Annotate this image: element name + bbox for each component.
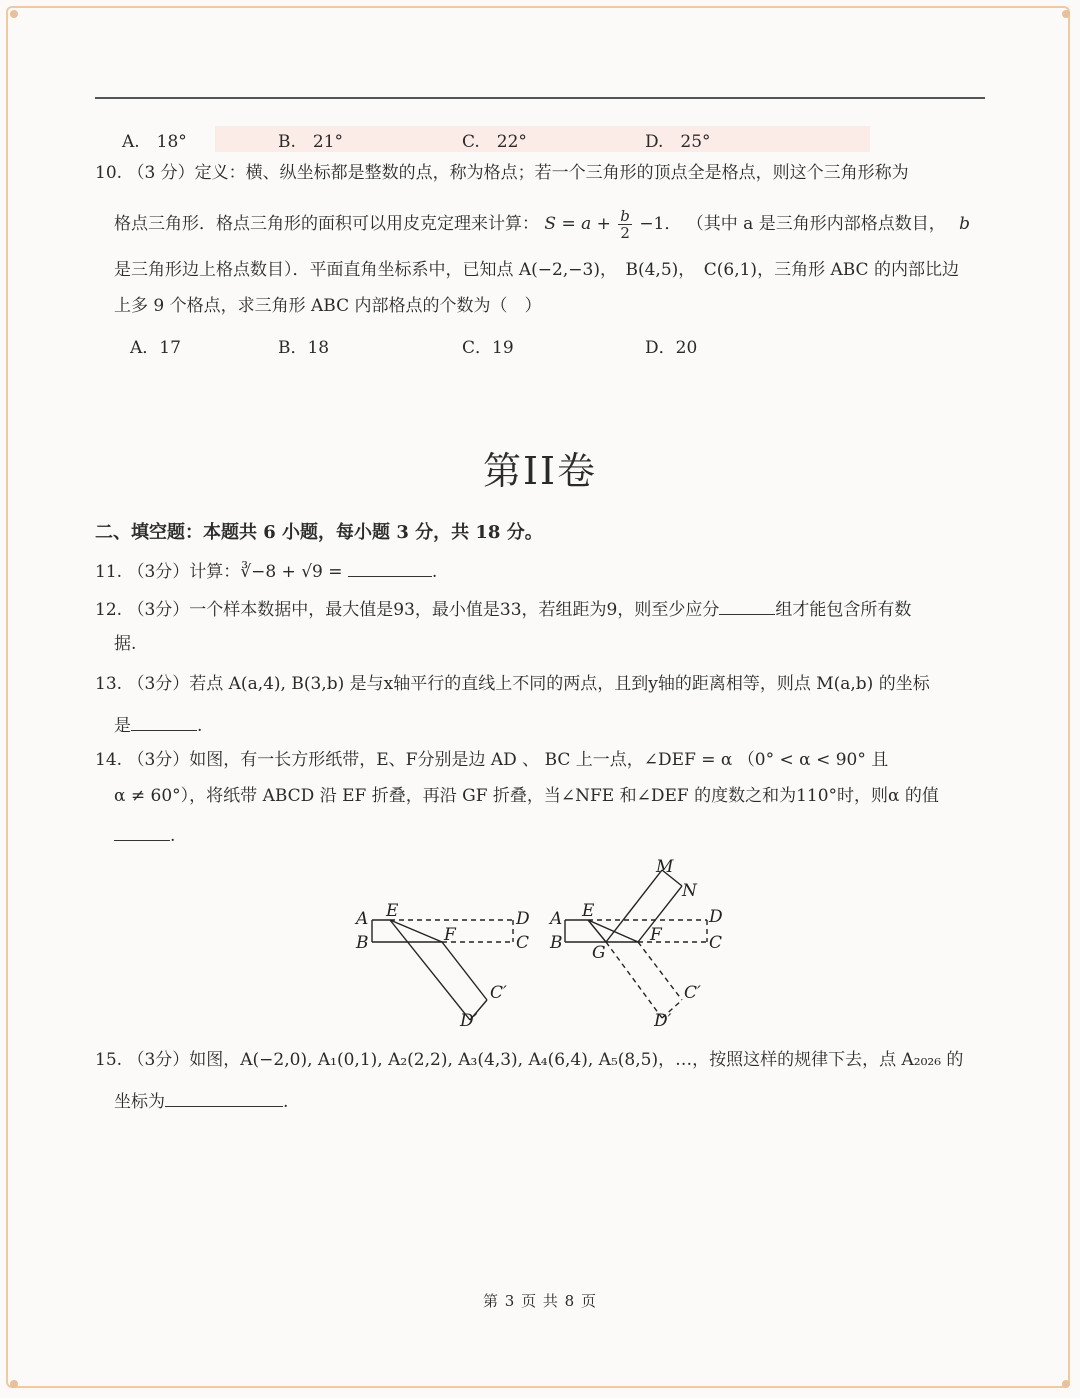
q10-option-c: C．19: [462, 338, 514, 358]
formula-s: S = a +: [544, 214, 611, 234]
q12-text-b: 组才能包含所有数: [775, 600, 912, 620]
q11: [95, 558, 437, 584]
fig2-label-f: F: [650, 925, 662, 945]
q13-line1: 13. （3分）若点 A(a,4), B(3,b) 是与x轴平行的直线上不同的两点，且到y轴的距离相等，则点 M(a,b) 的坐标: [95, 674, 930, 694]
q9-option-a: A. 18°: [122, 132, 187, 152]
q10-line1: 10. （3 分）定义：横、纵坐标都是整数的点，称为格点；若一个三角形的顶点全是格点，则这个三角形称为: [95, 163, 909, 183]
corner-ornament: [10, 10, 18, 18]
q10-option-d: D．20: [645, 338, 698, 358]
q15-line2: [114, 1088, 288, 1114]
fraction-denominator: 2: [620, 224, 630, 242]
q11-text: 11. （3分）计算：∛−8 + √9 =: [95, 562, 343, 582]
q14-line2: α ≠ 60°），将纸带 ABCD 沿 EF 折叠，再沿 GF 折叠，当∠NFE 和∠DEF 的度数之和为110°时，则α 的值: [114, 786, 939, 806]
fig2-label-c-prime: C′: [684, 983, 701, 1003]
answer-blank: [131, 712, 197, 731]
section-heading: 二、填空题：本题共 6 小题，每小题 3 分，共 18 分。: [95, 522, 543, 543]
page-footer: 第 3 页 共 8 页: [483, 1292, 597, 1310]
header-rule: [95, 97, 985, 99]
fig2-label-e: E: [582, 901, 595, 921]
q15-line1: 15. （3分）如图，A(−2,0), A₁(0,1), A₂(2,2), A₃(4,3), A₄(6,4), A₅(8,5)，…，按照这样的规律下去，点 A₂₀₂₆ 的: [95, 1050, 964, 1070]
q9-option-b: B. 21°: [278, 132, 344, 152]
corner-ornament: [1062, 10, 1070, 18]
q10-line2-b: b: [959, 214, 971, 234]
answer-blank: [348, 558, 432, 577]
folding-figures: [340, 850, 740, 1035]
edge-gd-prime-dashed: [606, 942, 662, 1018]
q10-line2-note: （其中 a 是三角形内部格点数目，: [686, 214, 946, 234]
formula-tail: −1．: [639, 214, 682, 234]
q13-line2: [114, 712, 202, 738]
answer-blank: [114, 822, 170, 841]
fig1-label-d-prime: D′: [460, 1011, 478, 1031]
fig2-label-a: A: [550, 909, 563, 929]
q14-line3: [114, 822, 175, 848]
q12-text-a: 12. （3分）一个样本数据中，最大值是93，最小值是33，若组距为9，则至少应分: [95, 600, 720, 620]
fig2-label-m: M: [656, 857, 674, 877]
corner-ornament: [1062, 1380, 1070, 1388]
q9-option-c: C. 22°: [462, 132, 527, 152]
fig2-label-g: G: [592, 943, 606, 963]
fraction-b-over-2: [618, 208, 632, 241]
fig1-label-b: B: [356, 933, 369, 953]
fig1-label-e: E: [386, 901, 399, 921]
fig1-label-d: D: [516, 909, 530, 929]
q9-option-d: D. 25°: [645, 132, 711, 152]
answer-blank: [719, 596, 775, 615]
fig2-label-d-prime: D′: [654, 1011, 672, 1031]
fig2-label-n: N: [682, 881, 697, 901]
fig1-label-c: C: [516, 933, 530, 953]
edge-ed-prime: [390, 920, 470, 1020]
fig2-label-d: D: [709, 907, 723, 927]
q10-option-b: B．18: [278, 338, 330, 358]
q10-line3: 是三角形边上格点数目）．平面直角坐标系中，已知点 A(−2,−3)， B(4,5)， C(6,1)，三角形 ABC 的内部比边: [114, 260, 959, 280]
edge-fc-prime: [442, 942, 487, 1000]
answer-blank: [165, 1088, 283, 1107]
q12-line1: [95, 596, 911, 622]
q10-line4: 上多 9 个格点，求三角形 ABC 内部格点的个数为（ ）: [114, 296, 542, 316]
q13-text: 是: [114, 716, 131, 736]
q10-line2-text: 格点三角形．格点三角形的面积可以用皮克定理来计算：: [114, 214, 539, 234]
fig1-label-f: F: [444, 925, 456, 945]
q13-end: .: [197, 716, 203, 736]
fig1-label-c-prime: C′: [490, 983, 507, 1003]
q15-end: .: [283, 1092, 289, 1112]
q14-end: .: [170, 826, 176, 846]
q12-line2: 据.: [114, 634, 137, 654]
fold-line-ef: [390, 920, 442, 942]
corner-ornament: [10, 1380, 18, 1388]
edge-fc-prime-dashed: [638, 942, 682, 1000]
fold-line-ef: [588, 920, 638, 942]
figure-1: [372, 920, 513, 1020]
q10-option-a: A．17: [130, 338, 181, 358]
fig2-label-b: B: [550, 933, 563, 953]
q15-text: 坐标为: [114, 1092, 165, 1112]
q14-line1: 14. （3分）如图，有一长方形纸带，E、F分别是边 AD 、 BC 上一点，∠DEF = α （0° < α < 90° 且: [95, 750, 889, 770]
fraction-numerator: b: [620, 207, 630, 225]
q10-line2: [114, 208, 970, 241]
fig2-label-c: C: [709, 933, 723, 953]
part-title: 第II卷: [482, 449, 598, 493]
fig1-label-a: A: [356, 909, 369, 929]
q11-end: .: [431, 562, 438, 582]
